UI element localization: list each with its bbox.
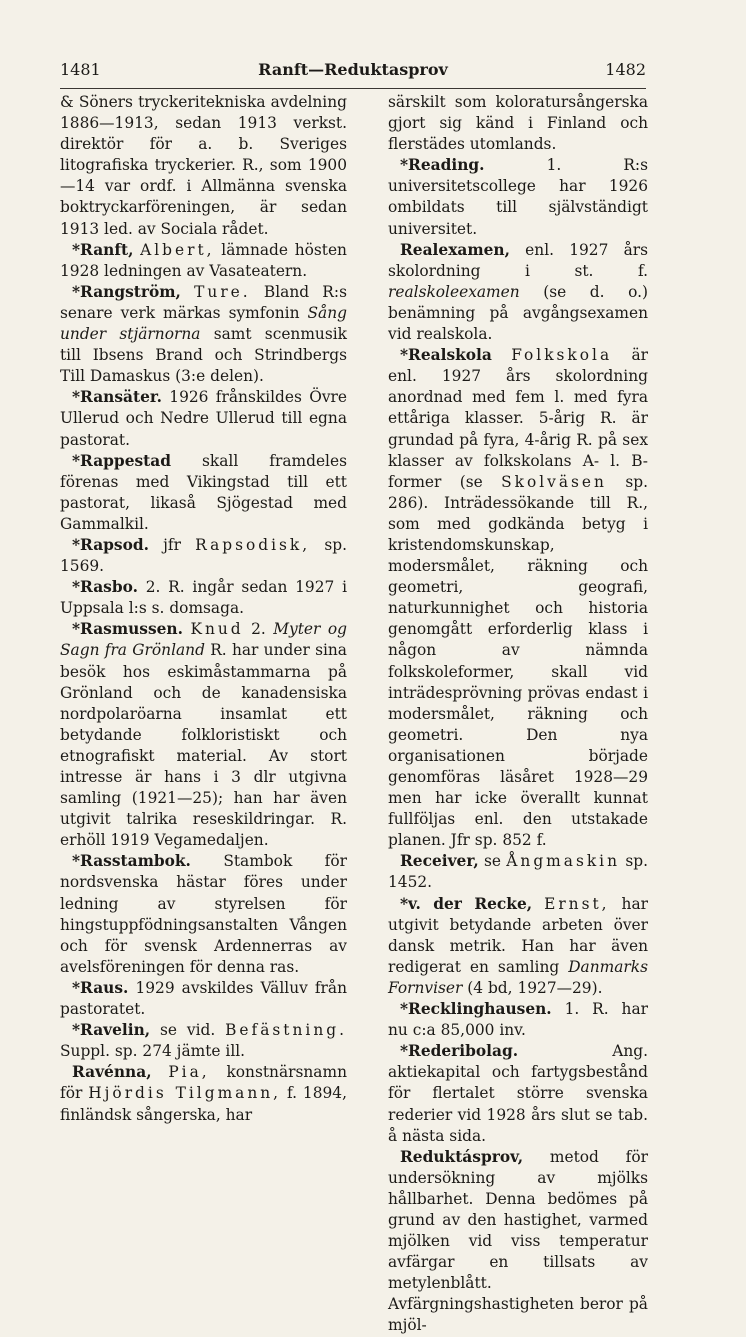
entry-headword: *Rappestad	[72, 451, 171, 470]
running-title: Ranft—Reduktasprov	[258, 60, 448, 79]
entry-text: se	[483, 852, 501, 871]
entry	[60, 535, 347, 577]
entry-headword: Realexamen,	[400, 240, 510, 259]
italic-title: realskoleexamen	[388, 282, 520, 301]
entry-headword: *Raus.	[72, 978, 129, 997]
entry-text: se vid.	[160, 1021, 216, 1040]
entry-text: 1926 frånskildes Övre Ullerud och Nedre Ullerud till egna pastorat.	[60, 388, 347, 449]
entry-text: sp. 1569.	[60, 535, 347, 576]
left-column	[60, 92, 347, 1126]
entry	[60, 851, 347, 978]
entry-headword: *Rasstambok.	[72, 852, 191, 871]
entry	[60, 387, 347, 450]
entry-text: sp. 286). Inträdessökande till R., som med godkända betyg i kristendomskunskap, modersmålet, räkning och geometri, geografi, naturkunnighet och historia genomgått erforderlig klass i någon av nämnda folkskoleformer, skall vid inträdesprövning prövas endast i modersmålet, räkning och geometri. Den nya organisationen började genomföras läsåret 1928—29 men har icke överallt kunnat fullföljas enl. den utstakade planen. Jfr	[388, 472, 648, 850]
entry	[388, 1147, 648, 1337]
entry-headword: *Ravelin,	[72, 1021, 151, 1040]
spaced-name: Hjördis Tilgmann,	[88, 1084, 282, 1103]
spaced-name: Skolväsen	[501, 472, 607, 491]
entry-text: R. har under sina besök hos eskimåstammarna på Grönland och de kanadensiska nordpolaröarna insamlat ett betydande folkloristiskt och etnografiskt material. Av stort intresse är hans i 3 dlr utgivna samling	[60, 641, 347, 808]
entry-headword: *Rapsod.	[72, 535, 149, 554]
entry	[60, 1020, 347, 1062]
page-header	[60, 60, 646, 84]
entry-text: sp. 1452.	[388, 852, 648, 892]
italic-title: Sång under stjärnorna	[60, 303, 347, 344]
entry-headword: Receiver,	[400, 852, 479, 871]
spaced-name: Befästning.	[225, 1021, 347, 1040]
entry-headword: Ravénna,	[72, 1063, 152, 1082]
entry	[388, 1041, 648, 1146]
entry-text: sp. 852 f.	[474, 831, 547, 850]
entry	[60, 282, 347, 387]
entry-text: 1. R. har nu c:a 85,000 inv.	[388, 1000, 648, 1040]
entry-text: konstnärsnamn för	[60, 1063, 347, 1103]
entry	[388, 851, 648, 893]
spaced-name: Knud	[190, 620, 244, 639]
entry	[60, 1062, 347, 1125]
entry-text: har utgivit betydande arbeten över dansk metrik. Han har även redigerat en samling	[388, 894, 648, 976]
spaced-name: Ture.	[194, 282, 251, 301]
header-rule	[60, 88, 646, 89]
page-number-left: 1481	[60, 60, 101, 79]
entry-text: (se d. o.) benämning på avgångsexamen vid realskola.	[388, 282, 648, 344]
entry-text: Ang. aktiekapital och fartygsbestånd för flertalet större svenska rederier vid 1928 års slut se tab. å nästa sida.	[388, 1042, 648, 1145]
spaced-name: Ernst,	[544, 894, 610, 913]
entry-text: 1. R:s universitetscollege har 1926 ombildats till självständigt universitet.	[388, 156, 648, 238]
entry	[60, 978, 347, 1020]
entry-headword: *Ransäter.	[72, 388, 162, 407]
italic-title: Danmarks Fornviser	[388, 957, 648, 997]
entry-headword: *Realskola	[400, 346, 492, 365]
entry	[388, 345, 648, 851]
entry	[60, 619, 347, 851]
entry-text: 1929 avskildes Välluv från pastoratet.	[60, 978, 347, 1019]
entry	[60, 451, 347, 535]
entry-text: 2. R. ingår sedan 1927 i Uppsala l:s s. domsaga.	[60, 578, 347, 618]
entry-headword: Reduktásprov,	[400, 1147, 524, 1166]
entry-text: skall framdeles förenas med Vikingstad till ett pastorat, likaså Sjögestad med Gammalkil.	[60, 451, 347, 533]
spaced-name: Rapsodisk,	[195, 535, 311, 554]
spaced-name: Folkskola	[511, 346, 613, 365]
entry-text: enl. 1927 års skolordning i st. f.	[388, 240, 648, 280]
italic-title: Myter og Sagn fra Grönland	[60, 620, 347, 660]
entry-text: Stambok för nordsvenska hästar föres under ledning av styrelsen för hingstuppfödningsanstalten Vången och för svensk Ardennerras av avelsföreningen för denna ras.	[60, 852, 347, 976]
entry-text: (1921—25); han har även utgivit talrika reseskildringar. R. erhöll 1919 Vegamedaljen.	[60, 789, 347, 850]
entry-text: Suppl. sp. 274 jämte ill.	[60, 1042, 246, 1061]
entry	[388, 92, 648, 155]
entry-text: (4 bd, 1927—29).	[467, 978, 603, 997]
right-column	[388, 92, 648, 1337]
entry-headword: *Recklinghausen.	[400, 1000, 552, 1019]
entry-text: Bland R:s senare verk märkas symfonin	[60, 282, 347, 322]
entry-text: metod för undersökning av mjölks hållbarhet. Denna bedömes på grund av den hastighet, varmed mjölken vid viss temperatur avfärgar en tillsats av metylenblått. Avfärgningshastigheten beror på mjöl-	[388, 1147, 648, 1335]
entry	[388, 155, 648, 239]
page-number-right: 1482	[605, 60, 646, 79]
entry-headword: *Rederibolag.	[400, 1042, 519, 1061]
entry-text: f. 1894, finländsk sångerska, har	[60, 1084, 347, 1124]
entry-text: samt scenmusik till Ibsens Brand och Strindbergs Till Damaskus (3:e delen).	[60, 325, 347, 386]
spaced-name: Ångmaskin	[506, 852, 621, 871]
entry	[388, 240, 648, 345]
entry	[60, 577, 347, 619]
entry-headword: *Rasmussen.	[72, 620, 183, 639]
spaced-name: Albert,	[140, 240, 215, 259]
entry-text: 2.	[251, 620, 266, 639]
entry-headword: *Ranft,	[72, 240, 134, 259]
entry	[60, 92, 347, 240]
entry	[388, 999, 648, 1041]
entry-headword: *v. der Recke,	[400, 894, 533, 913]
entry-text: är enl. 1927 års skolordning anordnad med fem l. med fyra ettåriga klasser. 5-årig R. är grundad på fyra, 4-årig R. på sex klasser av folkskolans A- l. B-former (se	[388, 346, 648, 491]
entry	[388, 894, 648, 999]
entry	[60, 240, 347, 282]
entry-text: jfr	[163, 535, 181, 554]
entry-headword: *Reading.	[400, 156, 485, 175]
spaced-name: Pia,	[168, 1063, 210, 1082]
entry-text: särskilt som koloratursångerska gjort sig känd i Finland och flerstädes utomlands.	[388, 93, 648, 154]
entry-text: & Söners tryckeritekniska avdelning 1886—1913, sedan 1913 verkst. direktör för a. b. Sveriges litografiska tryckerier. R., som 1900—14 var ordf. i Allmänna svenska boktryckarföreningen, är sedan 1913 led. av Sociala rådet.	[60, 93, 347, 238]
entry-headword: *Rasbo.	[72, 578, 138, 597]
entry-headword: *Rangström,	[72, 282, 181, 301]
entry-text: lämnade hösten 1928 ledningen av Vasateatern.	[60, 240, 347, 280]
